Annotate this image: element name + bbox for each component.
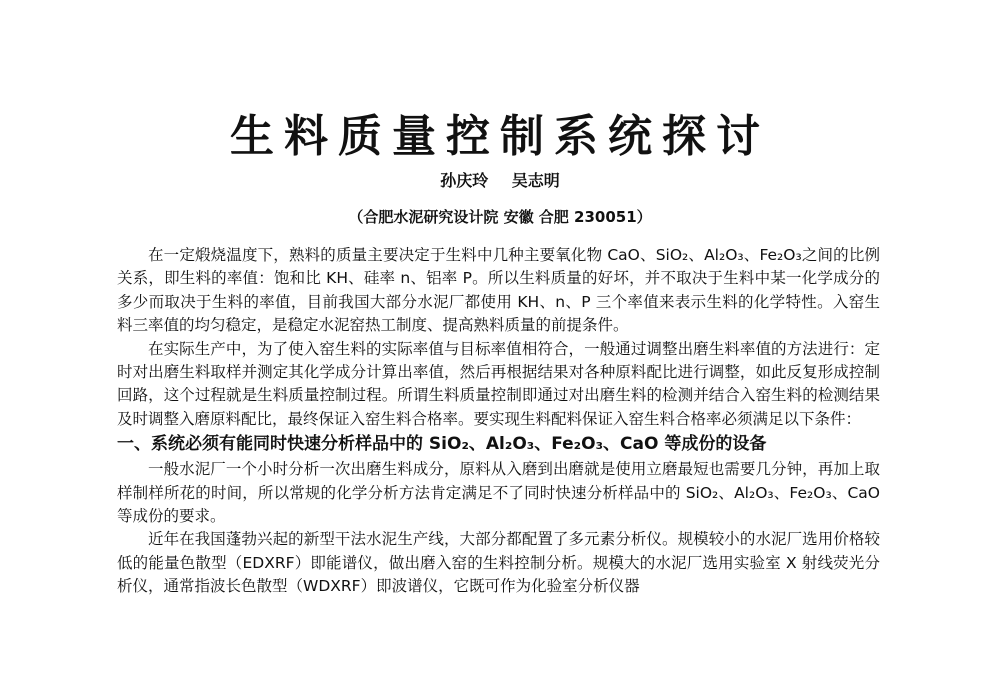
paragraph: 在实际生产中，为了使入窑生料的实际率值与目标率值相符合，一般通过调整出磨生料率值的方法进行：定时对出磨生料取样并测定其化学成分计算出率值，然后再根据结果对各种原料配比进行调整，如此反复形成控制回路，这个过程就是生料质量控制过程。所谓生料质量控制即通过对出磨生料的检测并结合入窑生料的检测结果及时调整入磨原料配比，最终保证入窑生料合格率。要实现生料配料保证入窑生料合格率必须满足以下条件： [117,339,880,428]
affiliation: （合肥水泥研究设计院 安徽 合肥 230051） [348,208,652,226]
paper-title: 生料质量控制系统探讨 [230,111,770,162]
author-name: 孙庆玲 [440,171,489,190]
author-name: 吴志明 [511,171,560,190]
paragraph: 近年在我国蓬勃兴起的新型干法水泥生产线，大部分都配置了多元素分析仪。规模较小的水泥厂选用价格较低的能量色散型（EDXRF）即能谱仪，做出磨入窑的生料控制分析。规模大的水泥厂选用实验室 X 射线荧光分析仪，通常指波长色散型（WDXRF）即波谱仪，它既可作为化验室分析仪器 [117,530,880,596]
paper-body [117,244,880,599]
paragraph: 一般水泥厂一个小时分析一次出磨生料成分，原料从入磨到出磨就是使用立磨最短也需要几分钟，再加上取样制样所花的时间，所以常规的化学分析方法肯定满足不了同时快速分析样品中的 SiO₂、Al₂O₃、Fe₂O₃、CaO 等成份的要求。 [117,460,880,526]
author-list [0,168,1000,191]
paragraph: 在一定煅烧温度下，熟料的质量主要决定于生料中几种主要氧化物 CaO、SiO₂、Al₂O₃、Fe₂O₃之间的比例关系，即生料的率值：饱和比 KH、硅率 n、铝率 P。所以生料质量的好坏，并不取决于生料中某一化学成分的多少而取决于生料的率值，目前我国大部分水泥厂都使用 KH、n、P 三个率值来表示生料的化学特性。入窑生料三率值的均匀稳定，是稳定水泥窑热工制度、提高熟料质量的前提条件。 [117,246,880,335]
section-heading: 一、系统必须有能同时快速分析样品中的 SiO₂、Al₂O₃、Fe₂O₃、CaO 等成份的设备 [117,434,767,455]
